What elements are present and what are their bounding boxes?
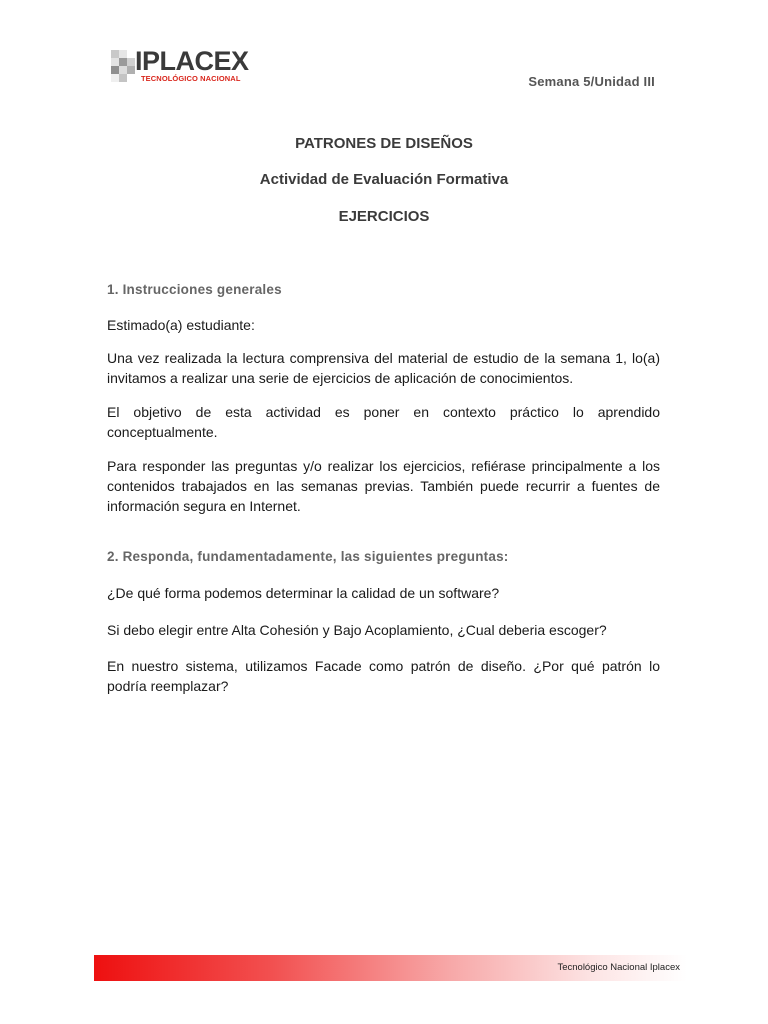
document-title: PATRONES DE DISEÑOS (295, 135, 473, 152)
footer-text: Tecnológico Nacional Iplacex (557, 962, 680, 973)
instructions-paragraph: Para responder las preguntas y/o realizar los ejercicios, refiérase principalmente a los contenidos trabajados en las semanas previas. También puede recurrir a fuentes de información segura en Internet. (107, 458, 660, 514)
section-1-heading: 1. Instrucciones generales (107, 282, 282, 297)
week-unit-label: Semana 5/Unidad III (528, 74, 655, 89)
activity-title: Actividad de Evaluación Formativa (259, 171, 509, 188)
section-title: EJERCICIOS (338, 208, 430, 225)
question-3: En nuestro sistema, utilizamos Facade como patrón de diseño. ¿Por qué patrón lo podría reemplazar? (107, 658, 660, 694)
logo-subtitle: TECNOLÓGICO NACIONAL (141, 74, 241, 83)
iplacex-logo (111, 48, 261, 88)
section-2-heading: 2. Responda, fundamentadamente, las siguientes preguntas: (107, 549, 509, 564)
greeting-paragraph: Estimado(a) estudiante: (107, 317, 255, 333)
logo-mosaic-icon (111, 50, 137, 82)
logo-wordmark: IPLACEX (135, 46, 249, 76)
question-1: ¿De qué forma podemos determinar la calidad de un software? (107, 585, 500, 601)
question-2: Si debo elegir entre Alta Cohesión y Bajo Acoplamiento, ¿Cual deberia escoger? (107, 622, 607, 638)
objective-paragraph: El objetivo de esta actividad es poner en contexto práctico lo aprendido conceptualmente. (107, 404, 660, 440)
intro-paragraph: Una vez realizada la lectura comprensiva del material de estudio de la semana 1, lo(a) invitamos a realizar una serie de ejercicios de aplicación de conocimientos. (107, 350, 660, 386)
